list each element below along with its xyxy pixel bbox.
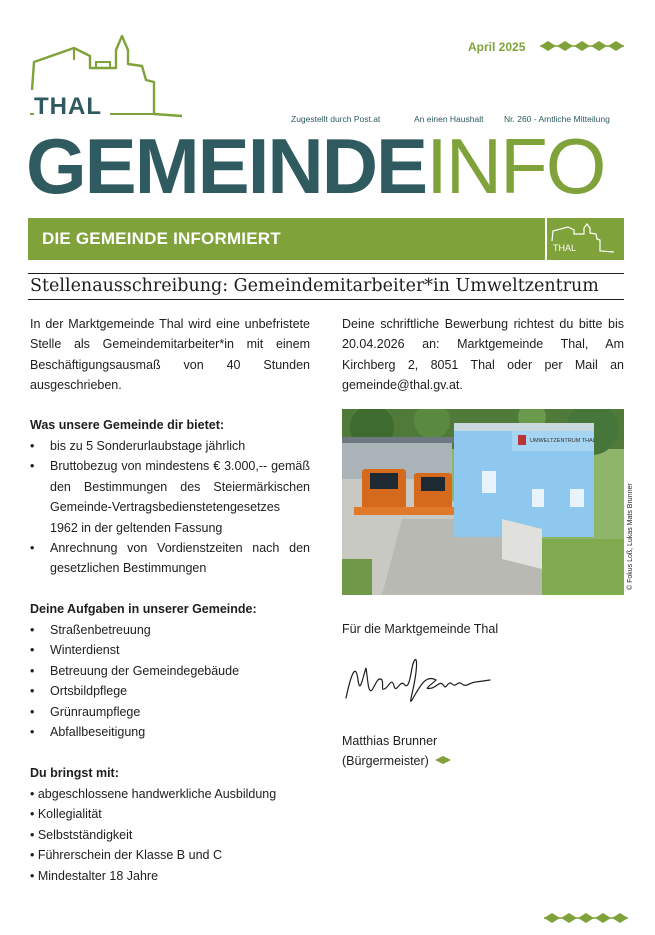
decorative-diamonds-icon	[540, 41, 626, 51]
list-item: • Straßenbetreuung	[30, 620, 310, 640]
meta-household: An einen Haushalt	[414, 114, 484, 124]
application-paragraph: Deine schriftliche Bewerbung richtest du bitte bis 20.04.2026 an: Marktgemeinde Thal, Am Kirchberg 2, 8051 Thal oder per Mail an gemeinde@thal.gv.at.	[342, 317, 624, 393]
intro-paragraph: In der Marktgemeinde Thal wird eine unbefristete Stelle als Gemeindemitarbeiter*in mit einem Beschäftigungsausmaß von 40 Stunden ausgeschrieben.	[30, 317, 310, 393]
requirements-heading: Du bringst mit:	[30, 766, 119, 780]
list-item: • abgeschlossene handwerkliche Ausbildung	[30, 787, 277, 801]
tasks-list	[30, 620, 310, 742]
list-item: • Abfallbeseitigung	[30, 722, 310, 742]
photo-sign-text: UMWELTZENTRUM THAL	[530, 438, 596, 444]
list-item: • Selbstständigkeit	[30, 827, 133, 842]
list-item: • Betreuung der Gemeindegebäude	[30, 661, 310, 681]
requirements-list	[30, 784, 310, 886]
offers-heading: Was unsere Gemeinde dir bietet:	[30, 418, 225, 432]
list-item: • Winterdienst	[30, 640, 310, 660]
banner-thal-logo-icon	[550, 223, 618, 255]
signature-caption: Für die Marktgemeinde Thal	[342, 622, 499, 636]
headline-rule-bottom	[28, 299, 624, 300]
banner-divider	[545, 218, 547, 260]
masthead-title-bold: GEMEINDE	[26, 122, 427, 210]
section-banner	[28, 218, 624, 260]
meta-issue-number: Nr. 260 - Amtliche Mitteilung	[504, 114, 610, 124]
list-item: • bis zu 5 Sonderurlaubstage jährlich	[30, 436, 310, 456]
environment-center-photo	[342, 409, 624, 595]
headline-rule-top	[28, 273, 624, 274]
list-item: • Anrechnung von Vordienstzeiten nach den gesetzlichen Bestimmungen	[30, 538, 310, 579]
banner-logo-text: THAL	[553, 243, 577, 253]
list-item: • Kollegialität	[30, 807, 102, 822]
logo-text: THAL	[34, 93, 102, 120]
end-marker-icon	[435, 756, 451, 764]
signatory-name: Matthias Brunner	[342, 734, 438, 748]
handwritten-signature-icon	[342, 650, 492, 712]
photo-credit: © Fokus Loß, Lukas Mats Brunner	[627, 483, 634, 590]
issue-date: April 2025	[468, 40, 526, 54]
footer-diamonds-icon	[544, 913, 628, 923]
list-item: • Ortsbildpflege	[30, 681, 310, 701]
list-item: • Bruttobezug von mindestens € 3.000,-- gemäß den Bestimmungen des Steiermärkischen Gemeinde-Vertragsbedienstetengesetzes 1962 in der geltenden Fassung	[30, 456, 310, 538]
signatory-role: (Bürgermeister)	[342, 754, 429, 769]
article-headline: Stellenausschreibung: Gemeindemitarbeiter*in Umweltzentrum	[30, 276, 599, 296]
signatory	[342, 731, 437, 772]
tasks-heading: Deine Aufgaben in unserer Gemeinde:	[30, 602, 257, 616]
offers-list	[30, 436, 310, 579]
masthead-title	[26, 124, 604, 208]
meta-postal: Zugestellt durch Post.at	[291, 114, 381, 124]
list-item: • Mindestalter 18 Jahre	[30, 868, 159, 883]
section-banner-label: DIE GEMEINDE INFORMIERT	[42, 229, 281, 248]
list-item: • Führerschein der Klasse B und C	[30, 848, 222, 863]
masthead-title-light: INFO	[426, 122, 605, 210]
list-item: • Grünraumpflege	[30, 702, 310, 722]
